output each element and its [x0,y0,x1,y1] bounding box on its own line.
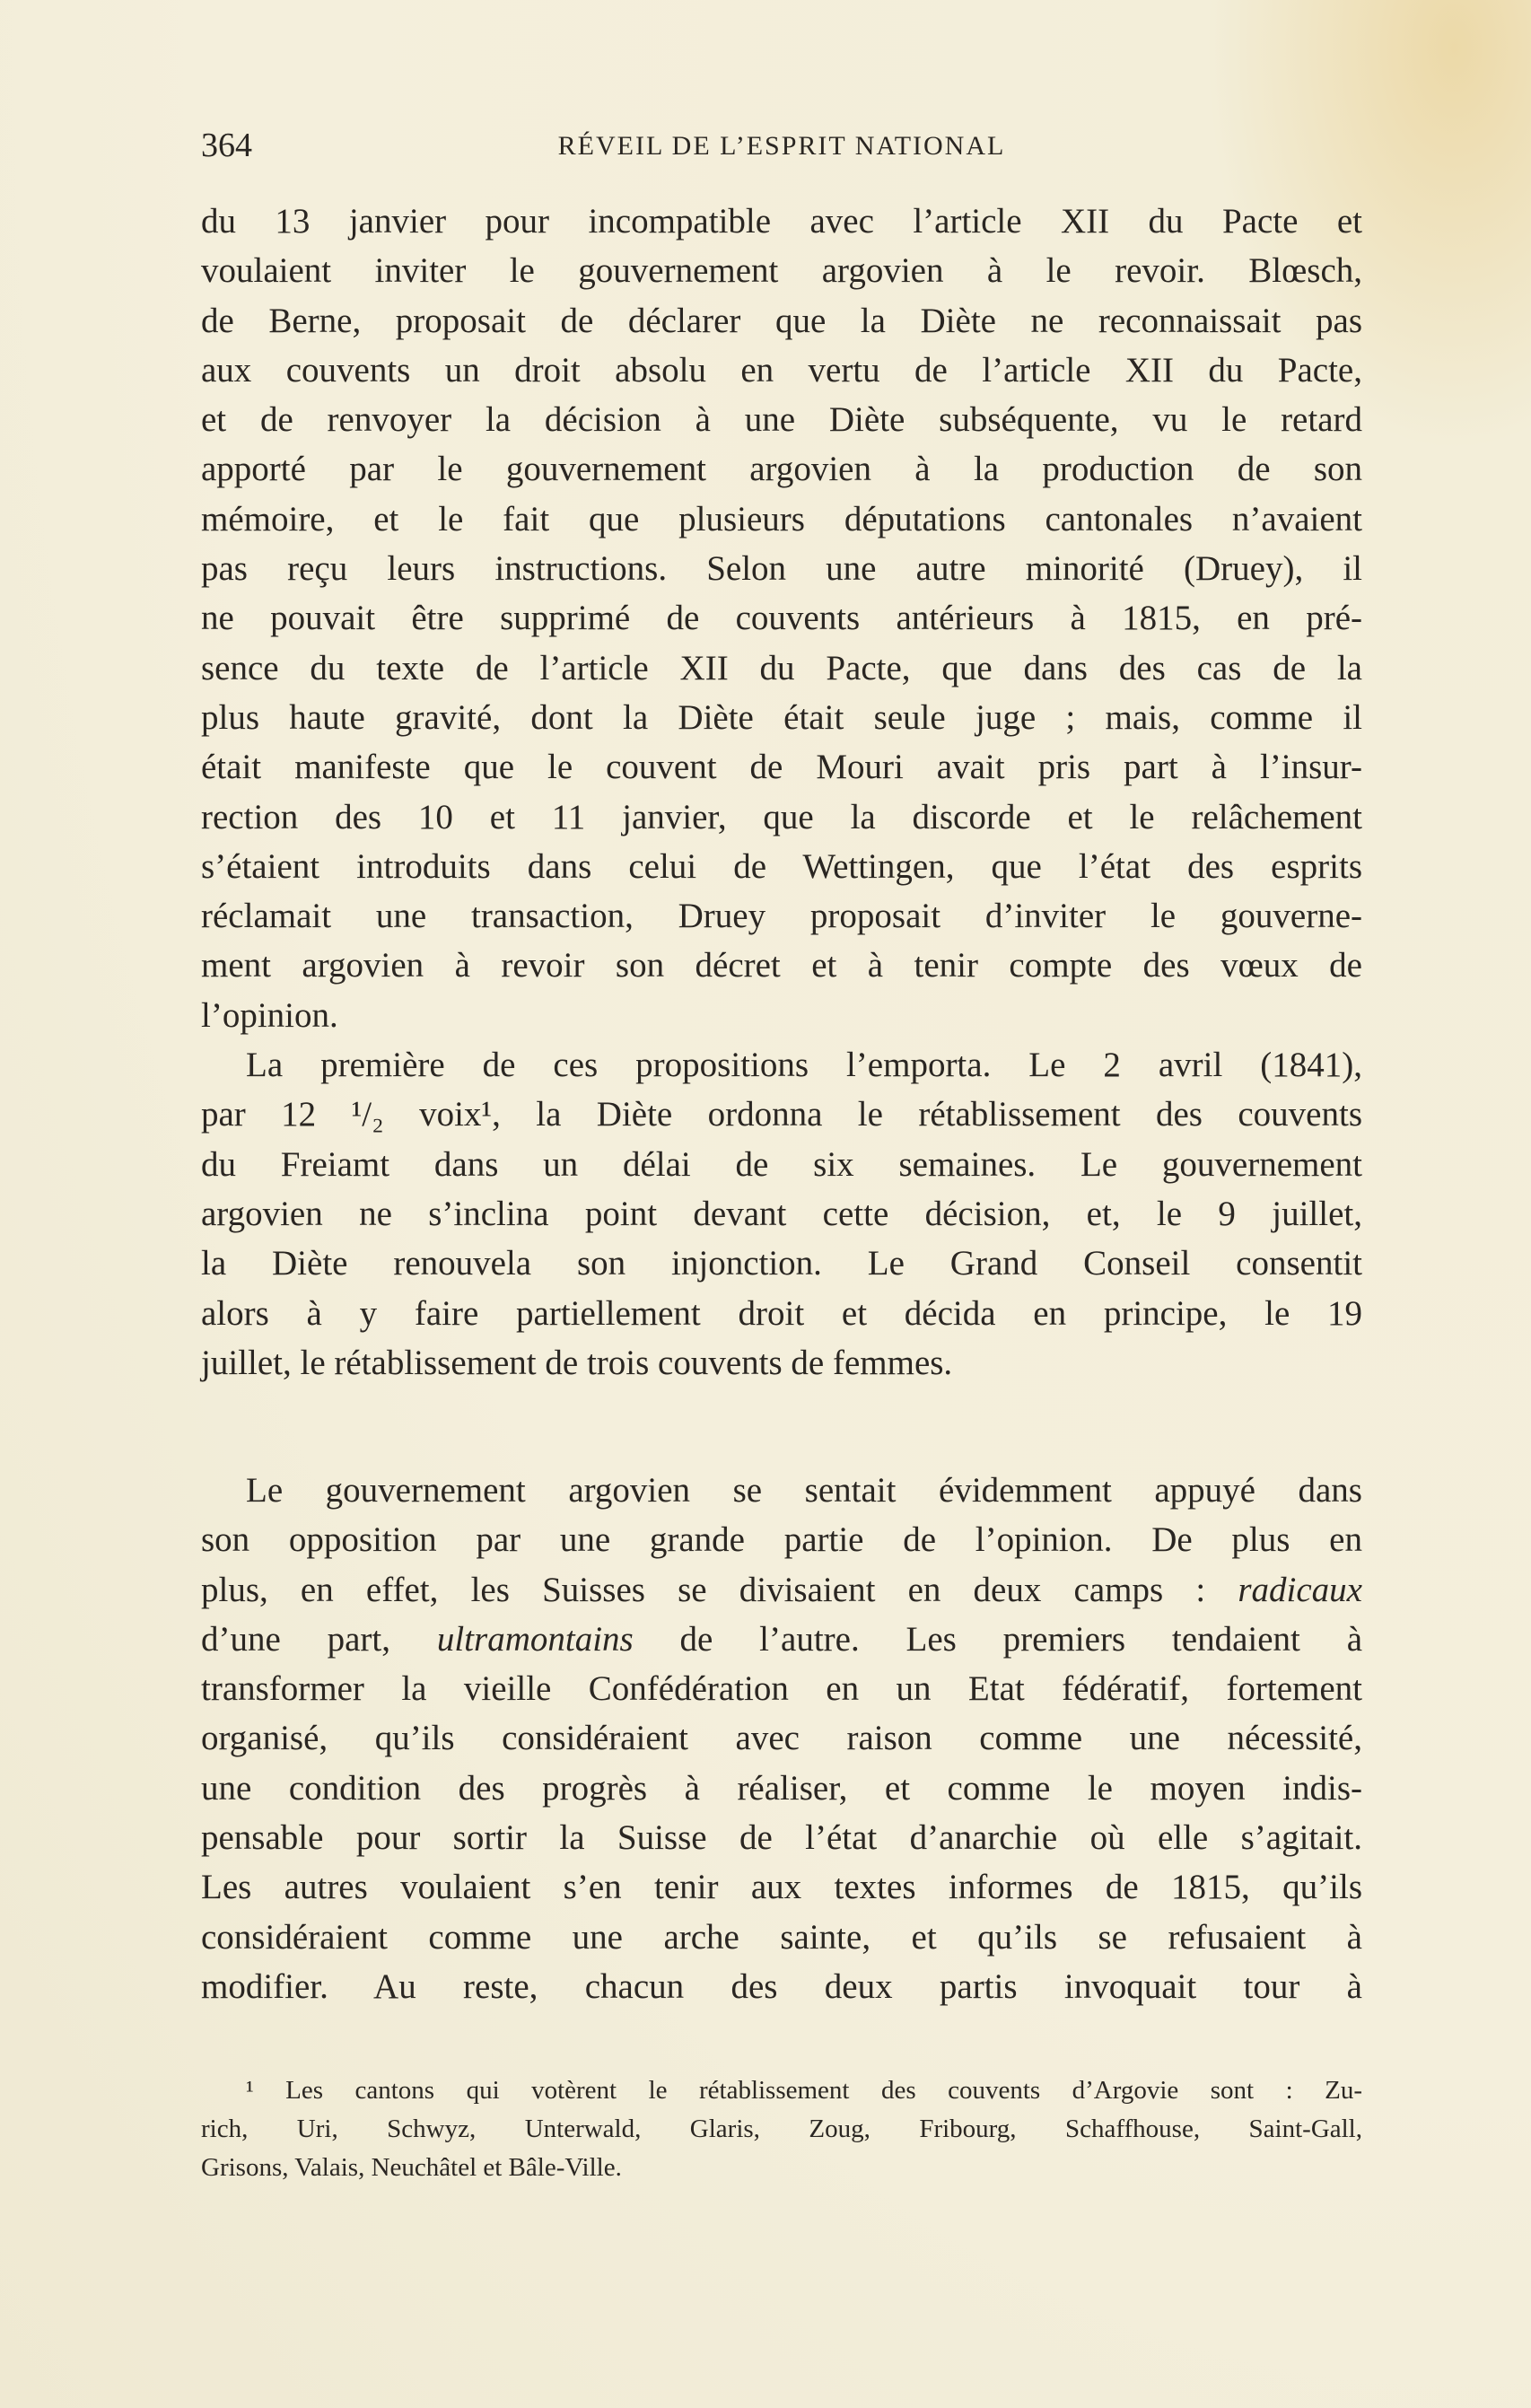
text-line: l’opinion. [201,995,338,1035]
footnote-line: rich, Uri, Schwyz, Unterwald, Glaris, Zoug, Fribourg, Schaffhouse, Saint-Gall, [201,2115,1362,2143]
text-line: et de renvoyer la décision à une Diète subséquente, vu le retard [201,400,1362,440]
italic-term: ultramontains [436,1619,634,1659]
running-header [201,126,1362,171]
text-line: ment argovien à revoir son décret et à tenir compte des vœux de [201,946,1362,985]
text-line: du Freiamt dans un délai de six semaines. Le gouvernement [201,1144,1362,1184]
text-line: la Diète renouvela son injonction. Le Grand Conseil consentit [201,1244,1362,1283]
text-line: ne pouvait être supprimé de couvents antérieurs à 1815, en pré- [201,599,1362,638]
text-line: organisé, qu’ils considéraient avec raison comme une nécessité, [201,1719,1362,1758]
footnote [201,2071,1362,2187]
text-line: apporté par le gouvernement argovien à la production de son [201,450,1362,489]
text-line: était manifeste que le couvent de Mouri avait pris part à l’insur- [201,748,1362,787]
text-line: transformer la vieille Confédération en un Etat fédératif, fortement [201,1669,1362,1709]
italic-term: radicaux [1238,1570,1362,1609]
text-line: s’étaient introduits dans celui de Wettingen, que l’état des esprits [201,846,1362,886]
text-line: plus haute gravité, dont la Diète était seule juge ; mais, comme il [201,697,1362,737]
page-number: 364 [201,127,252,164]
running-title: RÉVEIL DE L’ESPRIT NATIONAL [557,131,1006,161]
text-line: plus, en effet, les Suisses se divisaient en deux camps : radicaux [201,1570,1362,1609]
text-line: réclamait une transaction, Druey proposait d’inviter le gouverne- [201,897,1362,936]
body-text-section [201,1466,1362,2011]
text-line: sence du texte de l’article XII du Pacte, que dans des cas de la [201,648,1362,687]
text-line: du 13 janvier pour incompatible avec l’article XII du Pacte et [201,202,1362,241]
footnote-line: Grisons, Valais, Neuchâtel et Bâle-Ville. [201,2153,622,2182]
text-line: son opposition par une grande partie de l’opinion. De plus en [201,1520,1362,1560]
text-line: modifier. Au reste, chacun des deux partis invoquait tour à [201,1966,1362,2006]
text-line: considéraient comme une arche sainte, et qu’ils se refusaient à [201,1917,1362,1957]
footnote-line: ¹ Les cantons qui votèrent le rétablissement des couvents d’Argovie sont : Zu- [246,2076,1362,2105]
text-line: d’une part, ultramontains de l’autre. Les premiers tendaient à [201,1619,1363,1659]
text-line: mémoire, et le fait que plusieurs députations cantonales n’avaient [201,499,1362,539]
text-line: Les autres voulaient s’en tenir aux textes informes de 1815, qu’ils [201,1868,1362,1907]
text-line: aux couvents un droit absolu en vertu de l’article XII du Pacte, [201,350,1362,390]
text-line: La première de ces propositions l’emporta. Le 2 avril (1841), [246,1046,1362,1085]
text-line: argovien ne s’inclina point devant cette décision, et, le 9 juillet, [201,1194,1362,1233]
text-line: de Berne, proposait de déclarer que la Diète ne reconnaissait pas [201,301,1362,340]
text-line: voulaient inviter le gouvernement argovien à le revoir. Blœsch, [201,251,1362,291]
text-line: rection des 10 et 11 janvier, que la discorde et le relâchement [201,797,1362,836]
text-line: alors à y faire partiellement droit et décida en principe, le 19 [201,1293,1362,1333]
text-line: juillet, le rétablissement de trois couvents de femmes. [201,1343,953,1382]
text-line: Le gouvernement argovien se sentait évidemment appuyé dans [246,1471,1362,1510]
body-text-continued [201,197,1362,1388]
text-line: par 12 ¹/₂ voix¹, la Diète ordonna le rétablissement des couvents [201,1095,1362,1134]
text-line: pas reçu leurs instructions. Selon une autre minorité (Druey), il [201,549,1362,589]
text-line: pensable pour sortir la Suisse de l’état d’anarchie où elle s’agitait. [201,1818,1362,1858]
text-line: une condition des progrès à réaliser, et comme le moyen indis- [201,1768,1362,1808]
